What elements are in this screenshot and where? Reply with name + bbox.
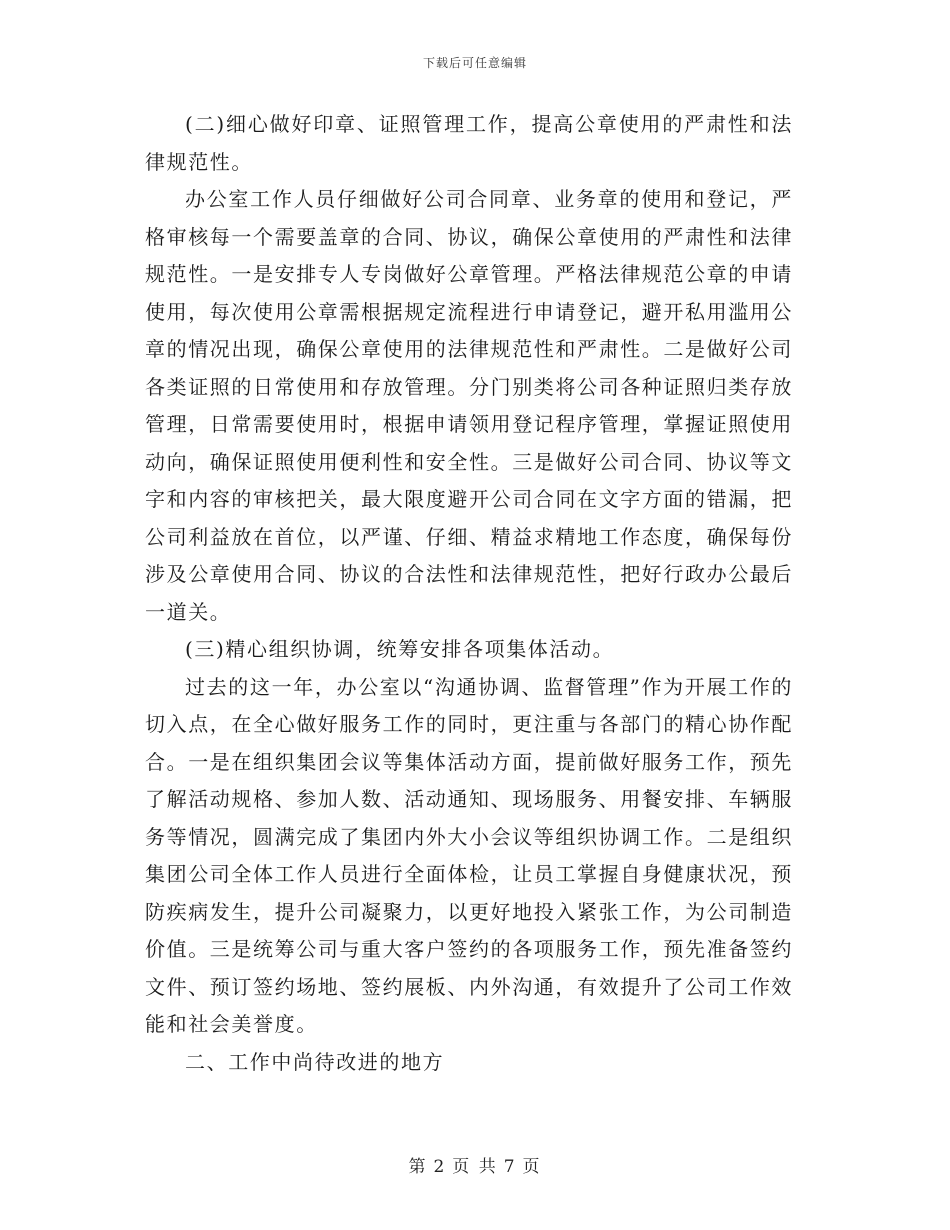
total-page-count: 7 xyxy=(503,1157,517,1177)
page-footer xyxy=(0,1152,950,1177)
body-paragraph: 办公室工作人员仔细做好公司合同章、业务章的使用和登记，严格审核每一个需要盖章的合同、协议，确保公章使用的严肃性和法律规范性。一是安排专人专岗做好公章管理。严格法律规范公章的申请使用，每次使用公章需根据规定流程进行申请登记，避开私用滥用公章的情况出现，确保公章使用的法律规范性和严肃性。二是做好公司各类证照的日常使用和存放管理。分门别类将公司各种证照归类存放管理，日常需要使用时，根据申请领用登记程序管理，掌握证照使用动向，确保证照使用便利性和安全性。三是做好公司合同、协议等文字和内容的审核把关，最大限度避开公司合同在文字方面的错漏，把公司利益放在首位，以严谨、仔细、精益求精地工作态度，确保每份涉及公章使用合同、协议的合法性和法律规范性，把好行政办公最后一道关。 xyxy=(145,187,793,624)
document-body xyxy=(145,106,793,1081)
chapter-heading: 二、工作中尚待改进的地方 xyxy=(185,1049,445,1074)
body-paragraph: 过去的这一年，办公室以“沟通协调、监督管理”作为开展工作的切入点，在全心做好服务工作的同时，更注重与各部门的精心协作配合。一是在组织集团会议等集体活动方面，提前做好服务工作，预先了解活动规格、参加人数、活动通知、现场服务、用餐安排、车辆服务等情况，圆满完成了集团内外大小会议等组织协调工作。二是组织集团公司全体工作人员进行全面体检，让员工掌握自身健康状况，预防疾病发生，提升公司凝聚力，以更好地投入紧张工作，为公司制造价值。三是统筹公司与重大客户签约的各项服务工作，预先准备签约文件、预订签约场地、签约展板、内外沟通，有效提升了公司工作效能和社会美誉度。 xyxy=(145,674,793,1036)
section-heading-3: (三)精心组织协调，统筹安排各项集体活动。 xyxy=(185,637,615,661)
section-heading-2: (二)细心做好印章、证照管理工作，提高公章使用的严肃性和法律规范性。 xyxy=(145,112,793,174)
footer-prefix: 第 xyxy=(408,1157,428,1177)
current-page-number: 2 xyxy=(433,1157,447,1177)
footer-middle: 页 共 xyxy=(452,1157,498,1177)
page-header: 下载后可任意编辑 xyxy=(422,56,527,70)
footer-suffix: 页 xyxy=(522,1157,542,1177)
